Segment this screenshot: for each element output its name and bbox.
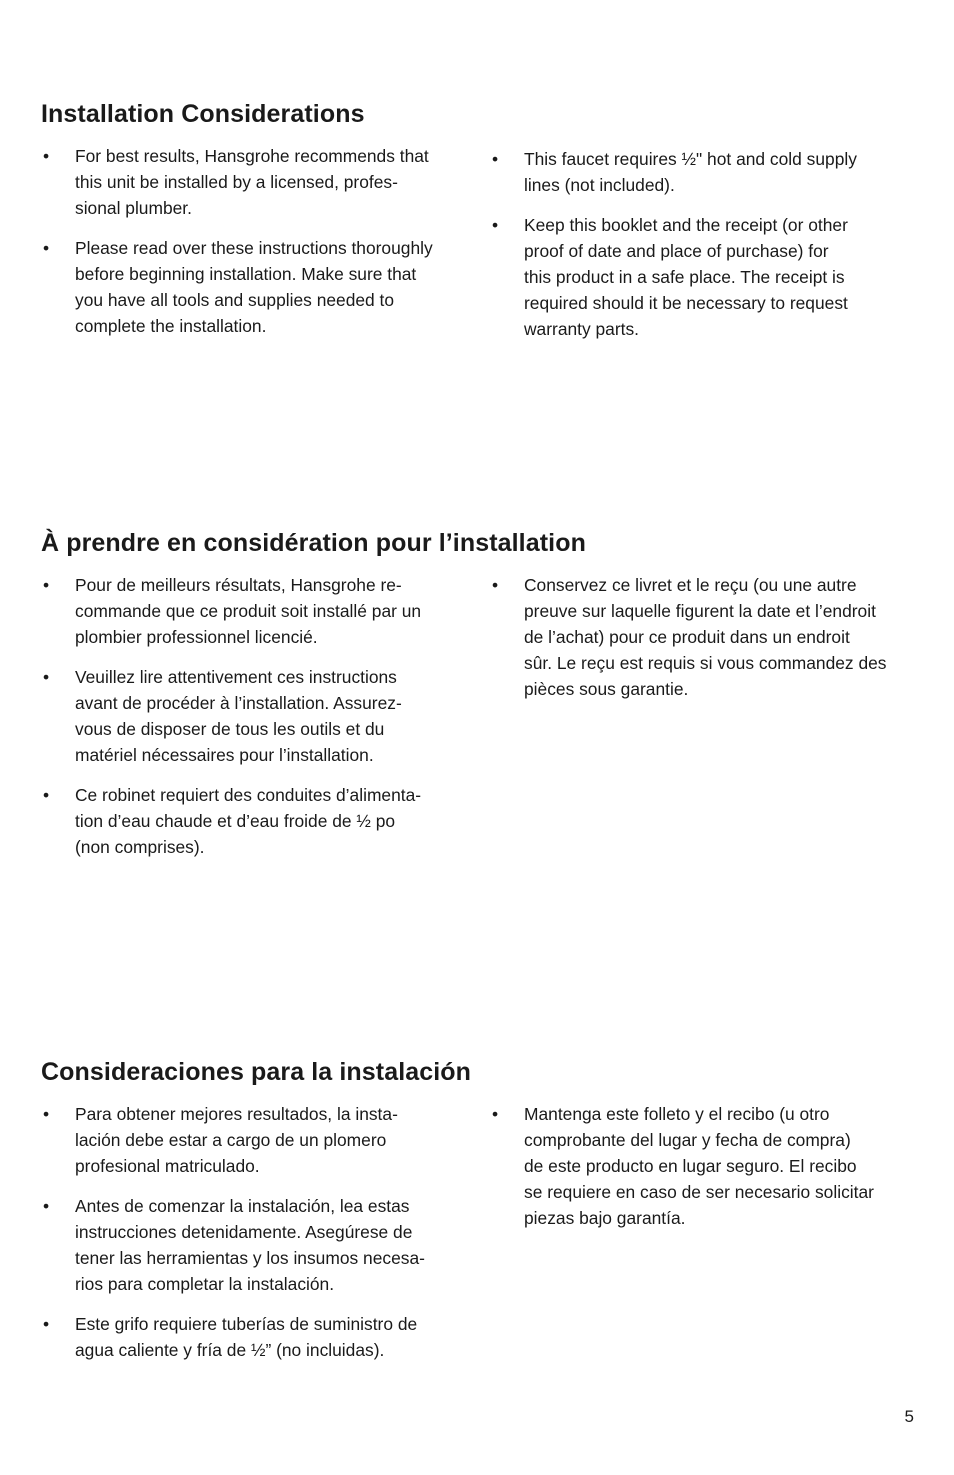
list-item (490, 146, 920, 198)
list-item (41, 664, 461, 768)
list-item (41, 782, 461, 860)
bullet: • (43, 667, 50, 687)
list-item (490, 212, 920, 342)
section-heading: À prendre en considération pour l’installation (41, 529, 586, 557)
bullet: • (43, 1104, 50, 1124)
section-heading: Consideraciones para la instalación (41, 1058, 472, 1086)
list-item-text: Please read over these instructions thoroughly before beginning installation. Make sure that you have all tools and supplies needed to complete the installation. (75, 238, 433, 336)
list-item (490, 1101, 920, 1231)
bullet: • (492, 149, 499, 169)
list-item-text: Ce robinet requiert des conduites d’alimenta- tion d’eau chaude et d’eau froide de ½ po (non comprises). (75, 785, 422, 857)
list-item (41, 143, 461, 221)
bullet: • (43, 146, 50, 166)
page-number: 5 (904, 1407, 914, 1426)
left-column (41, 1101, 461, 1377)
bullet: • (492, 215, 499, 235)
bullet: • (492, 575, 499, 595)
bullet: • (43, 1196, 50, 1216)
section-spanish (41, 1057, 921, 1360)
section-heading: Installation Considerations (41, 100, 365, 128)
list-item (490, 572, 920, 702)
list-item-text: Conservez ce livret et le reçu (ou une autre preuve sur laquelle figurent la date et l’endroit de l’achat) pour ce produit dans un endroit sûr. Le reçu est requis si vous commandez des pièces sous garantie. (524, 575, 887, 699)
bullet: • (43, 1314, 50, 1334)
list-item-text: Antes de comenzar la instalación, lea estas instrucciones detenidamente. Asegúrese de tener las herramientas y los insumos necesa- rios para completar la instalación. (75, 1196, 425, 1294)
list-item (41, 1311, 461, 1363)
section-french (41, 528, 921, 857)
list-item-text: Keep this booklet and the receipt (or other proof of date and place of purchase) for this product in a safe place. The receipt is required should it be necessary to request warranty parts. (524, 215, 848, 339)
bullet: • (43, 238, 50, 258)
list-item-text: For best results, Hansgrohe recommends that this unit be installed by a licensed, profes- sional plumber. (75, 146, 429, 218)
right-column (490, 1101, 920, 1245)
left-column (41, 572, 461, 874)
right-column (490, 146, 920, 356)
section-english (41, 99, 921, 339)
list-item (41, 1193, 461, 1297)
bullet: • (43, 575, 50, 595)
list-item-text: Mantenga este folleto y el recibo (u otro comprobante del lugar y fecha de compra) de este producto en lugar seguro. El recibo se requiere en caso de ser necesario solicitar piezas bajo garantía. (524, 1104, 874, 1228)
list-item-text: Para obtener mejores resultados, la insta- lación debe estar a cargo de un plomero profesional matriculado. (75, 1104, 398, 1176)
list-item (41, 1101, 461, 1179)
list-item (41, 572, 461, 650)
left-column (41, 143, 461, 353)
bullet: • (43, 785, 50, 805)
list-item-text: Pour de meilleurs résultats, Hansgrohe re- commande que ce produit soit installé par un plombier professionnel licencié. (75, 575, 422, 647)
right-column (490, 572, 920, 716)
bullet: • (492, 1104, 499, 1124)
list-item-text: Veuillez lire attentivement ces instructions avant de procéder à l’installation. Assurez- vous de disposer de tous les outils et du matériel nécessaires pour l’installation. (75, 667, 402, 765)
list-item (41, 235, 461, 339)
list-item-text: This faucet requires ½" hot and cold supply lines (not included). (524, 149, 857, 195)
list-item-text: Este grifo requiere tuberías de suministro de agua caliente y fría de ½” (no incluidas). (75, 1314, 418, 1360)
